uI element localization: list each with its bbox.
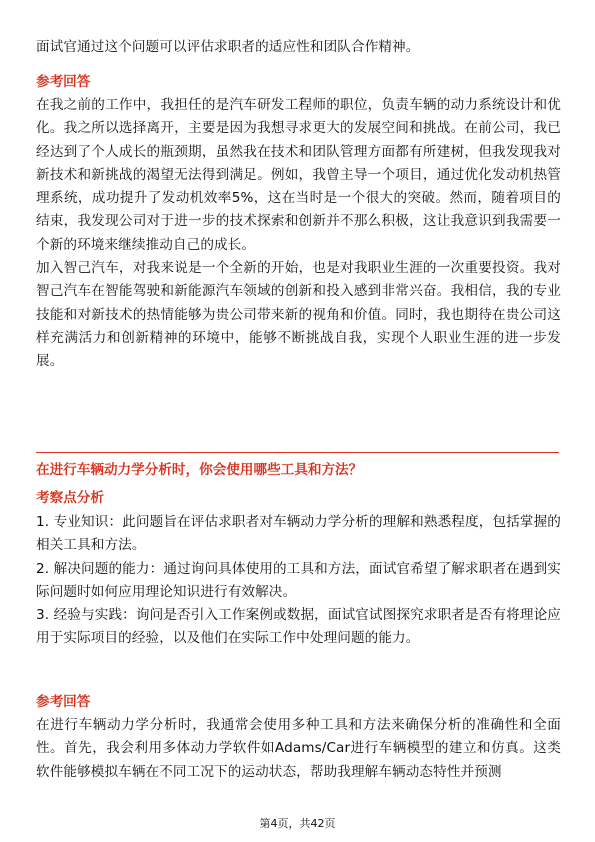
answer-section-2: [36, 692, 561, 712]
section-divider: [36, 452, 559, 453]
answer-section-1: [36, 72, 561, 92]
answer-paragraph-1: 在我之前的工作中，我担任的是汽车研发工程师的职位，负责车辆的动力系统设计和优化。我之所以选择离开，主要是因为我想寻求更大的发展空间和挑战。在前公司，我已经达到了个人成长的瓶颈期，虽然我在技术和团队管理方面都有所建树，但我发现我对新技术和新挑战的渴望无法得到满足。例如，我曾主导一个项目，通过优化发动机热管理系统，成功提升了发动机效率5%，这在当时是一个很大的突破。然而，随着项目的结束，我发现公司对于进一步的技术探索和创新并不那么积极，这让我意识到我需要一个新的环境来继续推动自己的成长。: [36, 97, 561, 253]
analysis-heading: 考察点分析: [36, 490, 104, 506]
page-number: 第4页，共42页: [259, 817, 336, 830]
analysis-item-3: 3. 经验与实践：询问是否引入工作案例或数据，面试官试图探究求职者是否有将理论应用于实际项目的经验，以及他们在实际工作中处理问题的能力。: [36, 607, 561, 647]
question-block: [36, 460, 561, 480]
answer-paragraph-2: 加入智己汽车，对我来说是一个全新的开始，也是对我职业生涯的一次重要投资。我对智己汽车在智能驾驶和新能源汽车领域的创新和投入感到非常兴奋。我相信，我的专业技能和对新技术的热情能够为贵公司带来新的视角和价值。同时，我也期待在贵公司这样充满活力和创新精神的环境中，能够不断挑战自我，实现个人职业生涯的进一步发展。: [36, 260, 561, 370]
answer-body-1: [36, 94, 561, 374]
answer-heading-2: 参考回答: [36, 694, 91, 710]
analysis-item-2: 2. 解决问题的能力：通过询问具体使用的工具和方法，面试官希望了解求职者在遇到实际问题时如何应用理论知识进行有效解决。: [36, 560, 561, 600]
analysis-item-1: 1. 专业知识：此问题旨在评估求职者对车辆动力学分析的理解和熟悉程度，包括掌握的相关工具和方法。: [36, 514, 561, 554]
intro-line: 面试官通过这个问题可以评估求职者的适应性和团队合作精神。: [36, 39, 420, 55]
intro-block: [36, 36, 561, 59]
answer-heading-1: 参考回答: [36, 74, 91, 90]
analysis-list: [36, 511, 561, 651]
question-title: 在进行车辆动力学分析时，你会使用哪些工具和方法？: [36, 462, 363, 478]
answer-body-2: [36, 714, 561, 784]
answer-paragraph-3: 在进行车辆动力学分析时，我通常会使用多种工具和方法来确保分析的准确性和全面性。首先，我会利用多体动力学软件如Adams/Car进行车辆模型的建立和仿真。这类软件能够模拟车辆在不同工况下的运动状态，帮助我理解车辆动态特性并预测: [36, 717, 561, 780]
analysis-section: [36, 488, 561, 508]
